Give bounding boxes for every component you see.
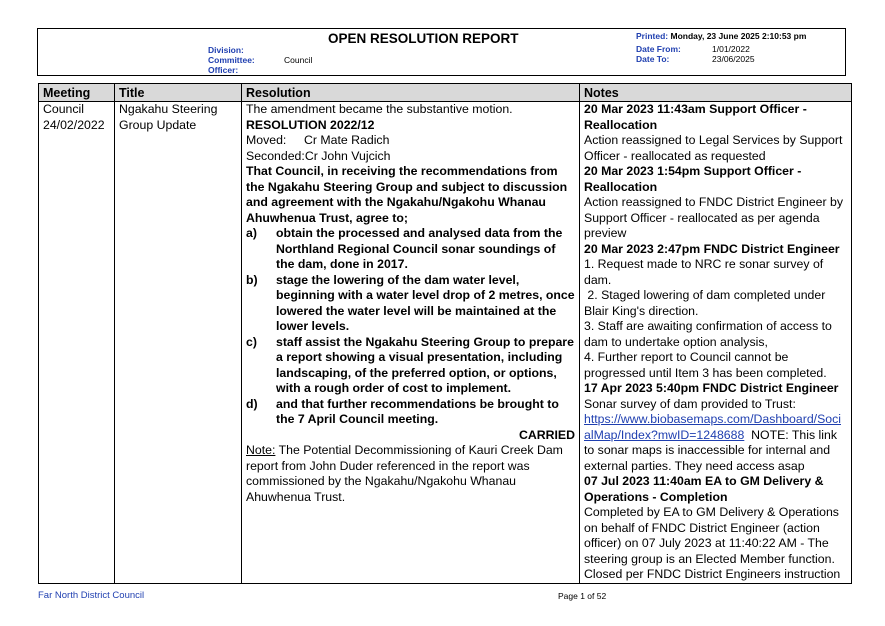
officer-label: Officer: [208,65,239,75]
resolution-item [246,226,575,273]
item-text: and that further recommendations be brought to the 7 April Council meeting. [276,396,559,426]
printed-value: Monday, 23 June 2025 2:10:53 pm [670,31,807,41]
item-text: obtain the processed and analysed data from the Northland Regional Council sonar soundings of the dam, done in 2017. [276,226,563,271]
resolution-table [38,83,852,584]
title-cell [115,102,242,584]
item-letter: b) [246,272,258,287]
moved-label: Moved: [246,133,287,147]
item-letter: d) [246,396,258,411]
note-heading: 07 Jul 2023 11:40am EA to GM Delivery & Operations - Completion [584,474,824,504]
resolution-item [246,335,575,397]
item-text: stage the lowering of the dam water level, beginning with a water level drop of 2 metres, once lowered the water level will be maintained at the lower levels. [276,272,575,333]
resolution-item [246,273,575,335]
seconded-label: Seconded: [246,148,305,163]
resolution-outcome: CARRIED [518,427,575,442]
report-title: OPEN RESOLUTION REPORT [328,31,519,46]
footer-page-number: Page 1 of 52 [558,591,607,601]
header-meta [636,31,806,64]
note-body: 4. Further report to Council cannot be progressed until Item 3 has been completed. [584,350,827,380]
col-header-meeting: Meeting [39,84,115,102]
resolution-number: RESOLUTION 2022/12 [246,117,375,132]
note-body: 3. Staff are awaiting confirmation of access to dam to undertake option analysis, [584,319,832,349]
note-body: Action reassigned to FNDC District Engineer by Support Officer - reallocated as per agenda preview [584,195,844,240]
note-heading: 17 Apr 2023 5:40pm FNDC District Engineer [584,381,839,395]
resolution-intro: The amendment became the substantive motion. [246,102,513,116]
footer-org: Far North District Council [38,590,145,601]
note-body [584,397,847,475]
note-body-pre: Sonar survey of dam provided to Trust: [584,396,796,411]
note-heading: 20 Mar 2023 11:43am Support Officer - Reallocation [584,102,807,132]
item-text: staff assist the Ngakahu Steering Group to prepare a report showing a visual presentation, including landscaping, of the preferred option, or options, with a rough order of cost to implement. [276,334,574,395]
notes-cell [580,102,852,584]
resolution-item [246,397,575,428]
date-from-value: 1/01/2022 [712,44,750,54]
item-letter: a) [246,226,257,240]
col-header-resolution: Resolution [242,84,580,102]
committee-value: Council [284,55,313,65]
header-filters [208,45,312,75]
col-header-title: Title [115,84,242,102]
printed-label: Printed: [636,31,669,41]
note-heading: 20 Mar 2023 1:54pm Support Officer - Reallocation [584,164,802,194]
resolution-preamble: That Council, in receiving the recommendations from the Ngakahu Steering Group and subject to discussion and agreement with the Ngakahu/Ngakohu Whanau Ahuwhenua Trust, agree to; [246,164,568,225]
col-header-notes: Notes [580,84,852,102]
note-body-post: NOTE: This link to sonar maps is inaccessible for internal and external parties. They need access asap [584,427,841,473]
date-to-value: 23/06/2025 [712,54,755,64]
meeting-cell [39,102,115,584]
meeting-date: 24/02/2022 [43,117,105,132]
title-line-2: Group Update [119,117,197,132]
date-to-label: Date To: [636,54,670,64]
resolution-cell [242,102,580,584]
note-text: The Potential Decommissioning of Kauri Creek Dam report from John Duder referenced in the report was commissioned by the Ngakahu/Ngakohu Whanau Ahuwhenua Trust. [246,443,563,504]
note-body: 2. Staged lowering of dam completed under Blair King's direction. [584,288,829,318]
note-label: Note: [246,443,276,457]
report-header [37,28,846,76]
note-heading: 20 Mar 2023 2:47pm FNDC District Engineer [584,241,840,256]
note-body: Action reassigned to Legal Services by Support Officer - reallocated as requested [584,133,843,163]
item-letter: c) [246,334,257,349]
sonar-map-link[interactable]: https://www.biobasemaps.com/Dashboard/SocialMap/Index?mwID=1248688 [584,412,841,442]
resolution-note [246,443,575,505]
title-line-1: Ngakahu Steering [119,102,218,116]
table-header-row [39,84,852,102]
seconded-row [246,149,575,165]
division-label: Division: [208,45,244,55]
meeting-name: Council [43,102,85,116]
table-row [39,102,852,584]
note-body: Completed by EA to GM Delivery & Operations on behalf of FNDC District Engineer (action officer) on 07 July 2023 at 11:40:22 AM - The steering group is an Elected Member function. Closed per FNDC District Engineers instruction [584,505,841,581]
committee-label: Committee: [208,55,255,65]
date-from-label: Date From: [636,44,681,54]
moved-row [246,133,575,149]
seconded-value: Cr John Vujcich [304,148,391,163]
moved-value: Cr Mate Radich [304,133,390,147]
note-body: 1. Request made to NRC re sonar survey of dam. [584,257,824,287]
